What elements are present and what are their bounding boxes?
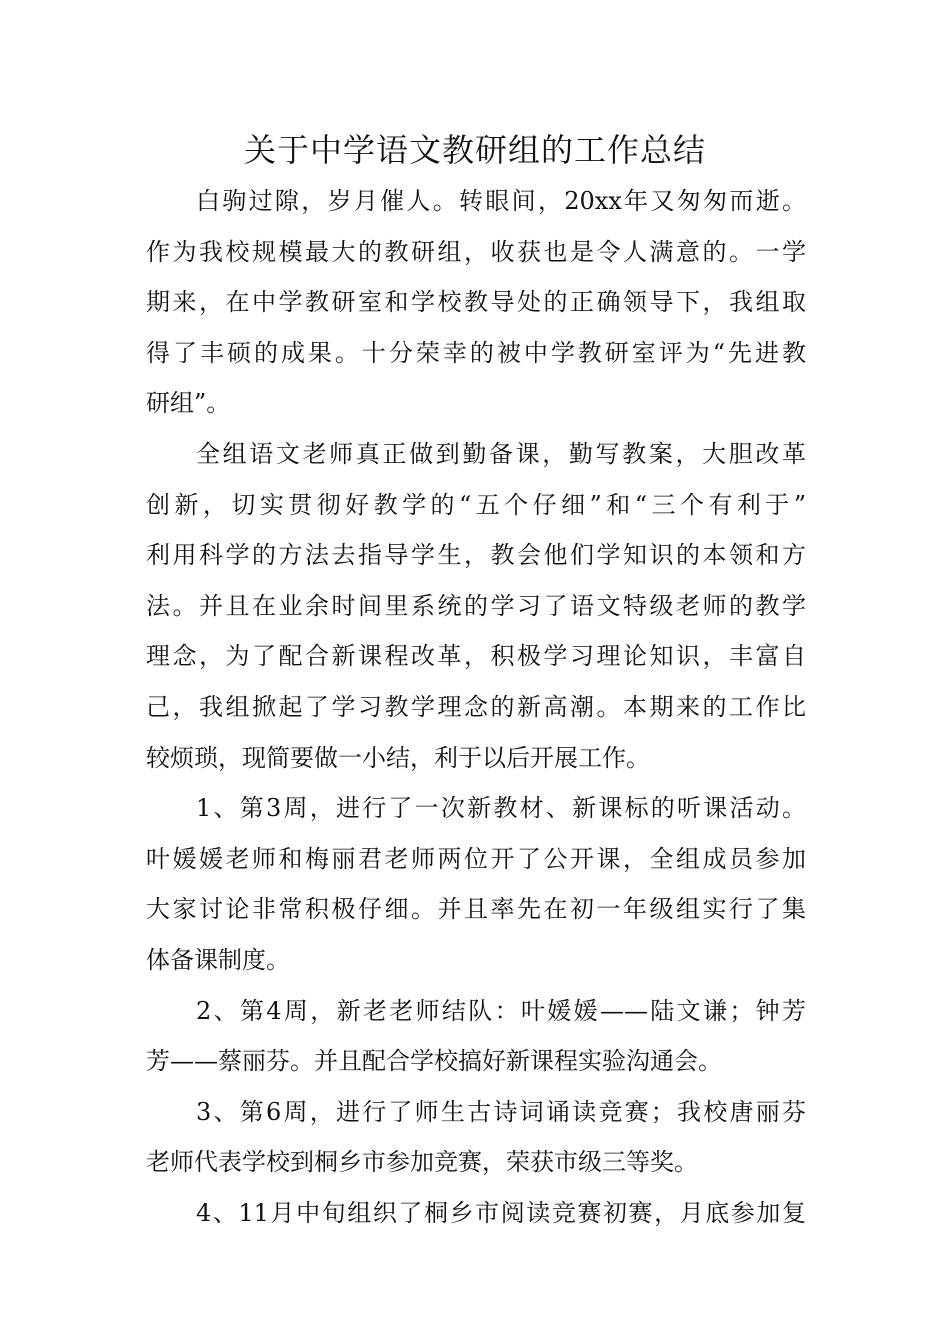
text-line: 芳——蔡丽芬。并且配合学校搞好新课程实验沟通会。	[146, 1047, 722, 1076]
paragraph-intro	[146, 176, 806, 429]
text-line: 作为我校规模最大的教研组，收获也是令人满意的。一学	[146, 237, 806, 266]
text-line: 老师代表学校到桐乡市参加竞赛，荣获市级三等奖。	[146, 1148, 698, 1177]
paragraph-overview	[146, 429, 806, 783]
text-line: 创新，切实贯彻好教学的“五个仔细”和“三个有利于”	[146, 490, 806, 519]
document-body	[146, 176, 806, 1238]
text-line: 3、第6周，进行了师生古诗词诵读竞赛；我校唐丽芬	[196, 1097, 806, 1126]
text-line: 期来，在中学教研室和学校教导处的正确领导下，我组取	[146, 288, 806, 317]
text-line: 体备课制度。	[146, 945, 290, 974]
document-title: 关于中学语文教研组的工作总结	[243, 131, 706, 169]
text-line: 利用科学的方法去指导学生，教会他们学知识的本领和方	[146, 541, 806, 570]
text-line: 得了丰硕的成果。十分荣幸的被中学教研室评为“先进教	[146, 338, 806, 367]
text-line: 2、第4周，新老老师结队：叶媛媛——陆文谦；钟芳	[196, 996, 806, 1025]
text-line: 全组语文老师真正做到勤备课，勤写教案，大胆改革	[196, 439, 806, 468]
text-line: 白驹过隙，岁月催人。转眼间，20xx年又匆匆而逝。	[196, 187, 806, 215]
text-line: 法。并且在业余时间里系统的学习了语文特级老师的教学	[146, 591, 806, 620]
text-line: 4、11月中旬组织了桐乡市阅读竞赛初赛，月底参加复	[196, 1198, 806, 1227]
text-line: 1、第3周，进行了一次新教材、新课标的听课活动。	[196, 794, 806, 823]
text-line: 叶媛媛老师和梅丽君老师两位开了公开课，全组成员参加	[146, 844, 806, 873]
paragraph-item-1	[146, 783, 806, 985]
text-line: 己，我组掀起了学习教学理念的新高潮。本期来的工作比	[146, 692, 806, 721]
text-line: 较烦琐，现简要做一小结，利于以后开展工作。	[146, 743, 650, 772]
paragraph-item-4	[146, 1188, 806, 1239]
text-line: 理念，为了配合新课程改革，积极学习理论知识，丰富自	[146, 642, 806, 671]
text-line: 大家讨论非常积极仔细。并且率先在初一年级组实行了集	[146, 895, 806, 924]
text-line: 研组”。	[146, 389, 231, 418]
paragraph-item-2	[146, 986, 806, 1087]
paragraph-item-3	[146, 1087, 806, 1188]
